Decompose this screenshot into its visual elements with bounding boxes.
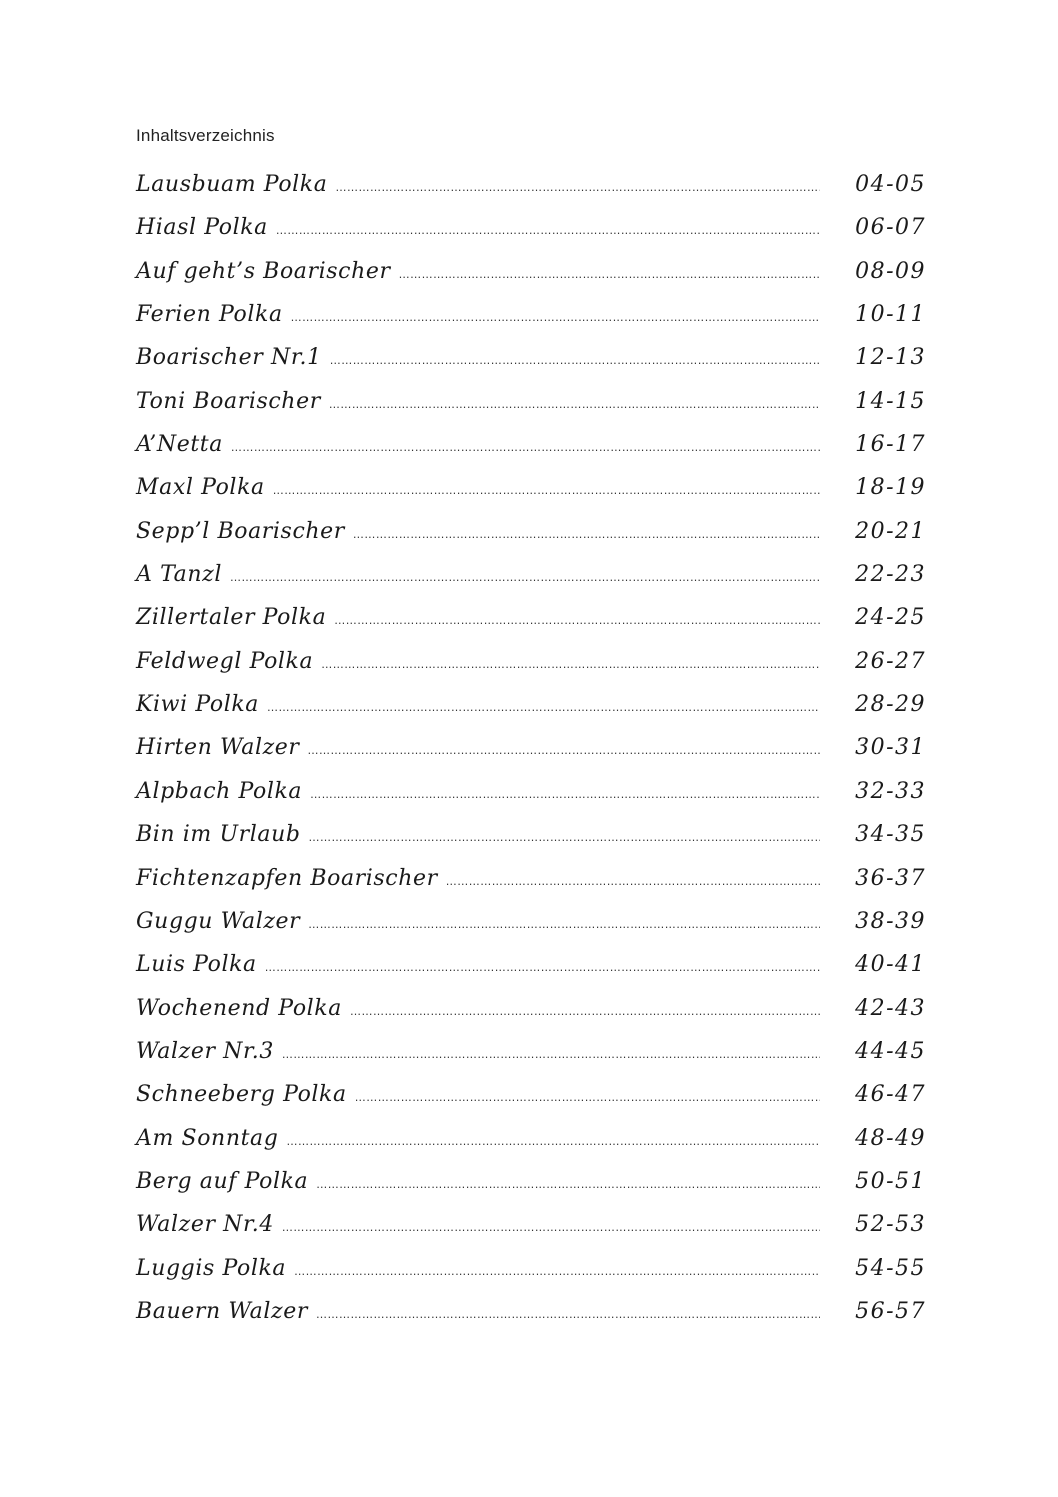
toc-entry-pages: 22-23 — [855, 562, 926, 588]
toc-entry[interactable] — [136, 866, 926, 909]
toc-entry[interactable] — [136, 1039, 926, 1082]
toc-entry[interactable] — [136, 562, 926, 605]
toc-entry-pages: 12-13 — [855, 345, 926, 371]
toc-dot-leader — [308, 744, 820, 757]
toc-dot-leader — [355, 1091, 820, 1104]
toc-entry[interactable] — [136, 1256, 926, 1299]
toc-dot-leader — [316, 1308, 820, 1321]
toc-entry-pages: 46-47 — [855, 1082, 926, 1108]
toc-entry-title: A’Netta — [136, 432, 223, 458]
toc-entry-title: Sepp’l Boarischer — [136, 518, 345, 544]
toc-entry-pages: 08-09 — [855, 258, 926, 284]
toc-entry-pages: 16-17 — [855, 432, 926, 458]
toc-entry[interactable] — [136, 172, 926, 215]
toc-entry-title: Kiwi Polka — [136, 692, 259, 718]
toc-entry-title: Ferien Polka — [136, 302, 283, 328]
toc-dot-leader — [230, 571, 820, 584]
toc-entry[interactable] — [136, 692, 926, 735]
toc-entry[interactable] — [136, 519, 926, 562]
toc-entry[interactable] — [136, 1169, 926, 1212]
toc-entry-title: Fichtenzapfen Boarischer — [136, 865, 438, 891]
toc-entry-title: Berg auf Polka — [136, 1168, 309, 1194]
toc-dot-leader — [231, 441, 820, 454]
toc-dot-leader — [321, 658, 820, 671]
toc-dot-leader — [282, 1048, 820, 1061]
toc-dot-leader — [308, 918, 820, 931]
toc-dot-leader — [335, 181, 820, 194]
toc-dot-leader — [330, 354, 820, 367]
toc-entry-pages: 48-49 — [855, 1125, 926, 1151]
toc-entry[interactable] — [136, 822, 926, 865]
toc-entry-title: Lausbuam Polka — [136, 172, 328, 197]
toc-dot-leader — [316, 1178, 820, 1191]
toc-entry[interactable] — [136, 996, 926, 1039]
toc-entry-pages: 18-19 — [855, 475, 926, 501]
toc-entry[interactable] — [136, 389, 926, 432]
toc-dot-leader — [294, 1265, 820, 1278]
toc-dot-leader — [446, 875, 820, 888]
toc-entry-pages: 04-05 — [855, 172, 926, 197]
toc-dot-leader — [353, 528, 820, 541]
toc-entry-pages: 06-07 — [855, 215, 926, 241]
toc-entry-title: Walzer Nr.3 — [136, 1038, 274, 1064]
toc-entry[interactable] — [136, 475, 926, 518]
toc-entry[interactable] — [136, 259, 926, 302]
toc-entry-pages: 44-45 — [855, 1038, 926, 1064]
toc-dot-leader — [291, 311, 820, 324]
toc-entry[interactable] — [136, 909, 926, 952]
toc-entry[interactable] — [136, 215, 926, 258]
toc-entry-title: Hiasl Polka — [136, 215, 268, 241]
toc-entry-title: Zillertaler Polka — [136, 605, 327, 631]
toc-entry-title: Wochenend Polka — [136, 995, 342, 1021]
toc-dot-leader — [309, 831, 820, 844]
toc-dot-leader — [329, 398, 820, 411]
toc-dot-leader — [267, 701, 820, 714]
toc-entry-pages: 28-29 — [855, 692, 926, 718]
toc-entry-pages: 32-33 — [855, 778, 926, 804]
toc-entry[interactable] — [136, 1299, 926, 1342]
toc-dot-leader — [286, 1135, 820, 1148]
toc-entry-pages: 56-57 — [855, 1298, 926, 1324]
toc-entry-title: A Tanzl — [136, 562, 222, 588]
toc-entry[interactable] — [136, 432, 926, 475]
toc-entry-title: Alpbach Polka — [136, 778, 303, 804]
toc-entry-pages: 36-37 — [855, 865, 926, 891]
toc-entry[interactable] — [136, 345, 926, 388]
toc-entry-pages: 24-25 — [855, 605, 926, 631]
toc-entry-pages: 54-55 — [855, 1255, 926, 1281]
toc-entry-pages: 38-39 — [855, 908, 926, 934]
toc-dot-leader — [399, 268, 820, 281]
toc-dot-leader — [282, 1221, 820, 1234]
toc-entry-pages: 10-11 — [855, 302, 926, 328]
toc-entry-pages: 52-53 — [855, 1212, 926, 1238]
toc-entry-pages: 50-51 — [855, 1168, 926, 1194]
toc-entry-pages: 42-43 — [855, 995, 926, 1021]
table-of-contents — [136, 172, 926, 1342]
toc-entry[interactable] — [136, 952, 926, 995]
page-heading: Inhaltsverzeichnis — [136, 126, 275, 145]
toc-entry[interactable] — [136, 1126, 926, 1169]
toc-entry[interactable] — [136, 649, 926, 692]
toc-entry-pages: 20-21 — [855, 518, 926, 544]
toc-entry[interactable] — [136, 605, 926, 648]
toc-entry-title: Hirten Walzer — [136, 735, 300, 761]
toc-entry-title: Bauern Walzer — [136, 1298, 308, 1324]
toc-dot-leader — [350, 1005, 820, 1018]
toc-entry-pages: 14-15 — [855, 388, 926, 414]
toc-entry-pages: 34-35 — [855, 822, 926, 848]
toc-entry-title: Feldwegl Polka — [136, 648, 314, 674]
toc-entry-title: Walzer Nr.4 — [136, 1212, 274, 1238]
toc-entry[interactable] — [136, 1212, 926, 1255]
toc-entry-pages: 40-41 — [855, 952, 926, 978]
toc-entry[interactable] — [136, 779, 926, 822]
toc-entry-title: Bin im Urlaub — [136, 822, 301, 848]
toc-dot-leader — [310, 788, 820, 801]
toc-entry-title: Luis Polka — [136, 952, 257, 978]
toc-entry-title: Guggu Walzer — [136, 908, 301, 934]
toc-entry[interactable] — [136, 1082, 926, 1125]
toc-entry-title: Auf geht’s Boarischer — [136, 258, 391, 284]
toc-entry-pages: 30-31 — [855, 735, 926, 761]
toc-entry[interactable] — [136, 302, 926, 345]
toc-entry-title: Schneeberg Polka — [136, 1082, 347, 1108]
toc-dot-leader — [273, 484, 820, 497]
toc-entry-title: Boarischer Nr.1 — [136, 345, 322, 371]
toc-dot-leader — [334, 614, 820, 627]
toc-entry-title: Luggis Polka — [136, 1255, 287, 1281]
toc-dot-leader — [265, 961, 820, 974]
toc-entry-title: Maxl Polka — [136, 475, 265, 501]
toc-entry[interactable] — [136, 735, 926, 778]
toc-entry-pages: 26-27 — [855, 648, 926, 674]
toc-entry-title: Toni Boarischer — [136, 388, 321, 414]
toc-dot-leader — [276, 224, 820, 237]
toc-entry-title: Am Sonntag — [136, 1125, 279, 1151]
